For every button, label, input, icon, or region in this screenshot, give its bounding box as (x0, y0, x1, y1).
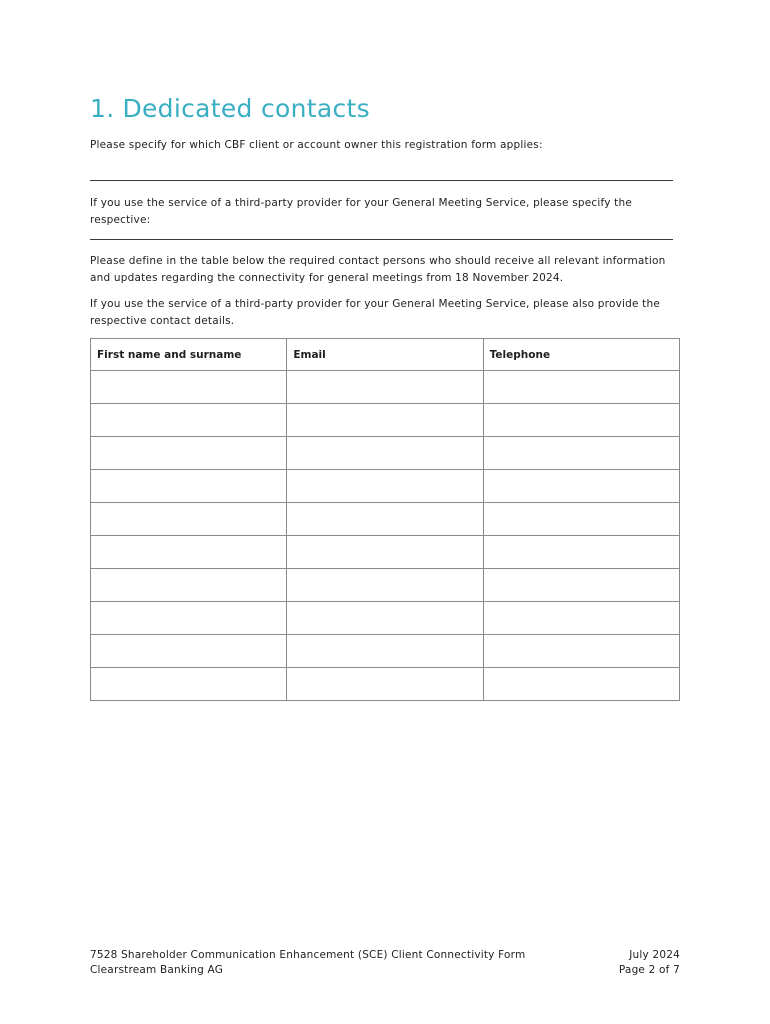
cell-name[interactable] (91, 503, 287, 536)
client-prompt: Please specify for which CBF client or account owner this registration form applies: (90, 139, 543, 151)
section-heading (90, 91, 370, 127)
cell-telephone[interactable] (483, 470, 679, 503)
cell-email[interactable] (287, 503, 483, 536)
define-contacts-text: Please define in the table below the required contact persons who should receive all relevant information and updates regarding the connectivity for general meetings from 18 November 2024. (90, 255, 666, 284)
cell-telephone[interactable] (483, 536, 679, 569)
table-row (91, 569, 680, 602)
cell-name[interactable] (91, 371, 287, 404)
footer-left (90, 948, 525, 978)
header-name: First name and surname (91, 339, 287, 371)
table-row (91, 404, 680, 437)
cell-email[interactable] (287, 668, 483, 701)
cell-telephone[interactable] (483, 602, 679, 635)
cell-telephone[interactable] (483, 404, 679, 437)
cell-telephone[interactable] (483, 635, 679, 668)
cell-email[interactable] (287, 569, 483, 602)
table-row (91, 371, 680, 404)
table-row (91, 668, 680, 701)
cell-email[interactable] (287, 371, 483, 404)
client-fill-line[interactable] (90, 180, 673, 181)
provider-fill-line[interactable] (90, 239, 673, 240)
cell-name[interactable] (91, 437, 287, 470)
provider-prompt: If you use the service of a third-party provider for your General Meeting Service, please specify the respective: (90, 197, 632, 226)
table-row (91, 503, 680, 536)
table-header-row (91, 339, 680, 371)
cell-name[interactable] (91, 470, 287, 503)
contacts-table (90, 338, 680, 701)
cell-telephone[interactable] (483, 437, 679, 470)
footer-date: July 2024 (629, 949, 680, 961)
table-row (91, 437, 680, 470)
provider-contacts-text: If you use the service of a third-party provider for your General Meeting Service, please also provide the respective contact details. (90, 298, 660, 327)
footer-right (619, 948, 680, 978)
table-row (91, 470, 680, 503)
section-title: Dedicated contacts (122, 94, 370, 123)
header-email: Email (287, 339, 483, 371)
cell-email[interactable] (287, 437, 483, 470)
table-row (91, 635, 680, 668)
cell-email[interactable] (287, 536, 483, 569)
footer-form-title: 7528 Shareholder Communication Enhancement (SCE) Client Connectivity Form (90, 949, 526, 961)
table-row (91, 602, 680, 635)
footer-page-number: Page 2 of 7 (618, 964, 680, 976)
cell-telephone[interactable] (483, 371, 679, 404)
section-number: 1. (90, 94, 115, 123)
cell-email[interactable] (287, 602, 483, 635)
cell-name[interactable] (91, 635, 287, 668)
cell-telephone[interactable] (483, 503, 679, 536)
cell-name[interactable] (91, 569, 287, 602)
cell-name[interactable] (91, 602, 287, 635)
cell-email[interactable] (287, 635, 483, 668)
cell-email[interactable] (287, 404, 483, 437)
footer-company: Clearstream Banking AG (90, 964, 224, 976)
cell-telephone[interactable] (483, 569, 679, 602)
table-row (91, 536, 680, 569)
cell-name[interactable] (91, 668, 287, 701)
header-telephone: Telephone (483, 339, 679, 371)
cell-email[interactable] (287, 470, 483, 503)
cell-name[interactable] (91, 536, 287, 569)
cell-name[interactable] (91, 404, 287, 437)
cell-telephone[interactable] (483, 668, 679, 701)
